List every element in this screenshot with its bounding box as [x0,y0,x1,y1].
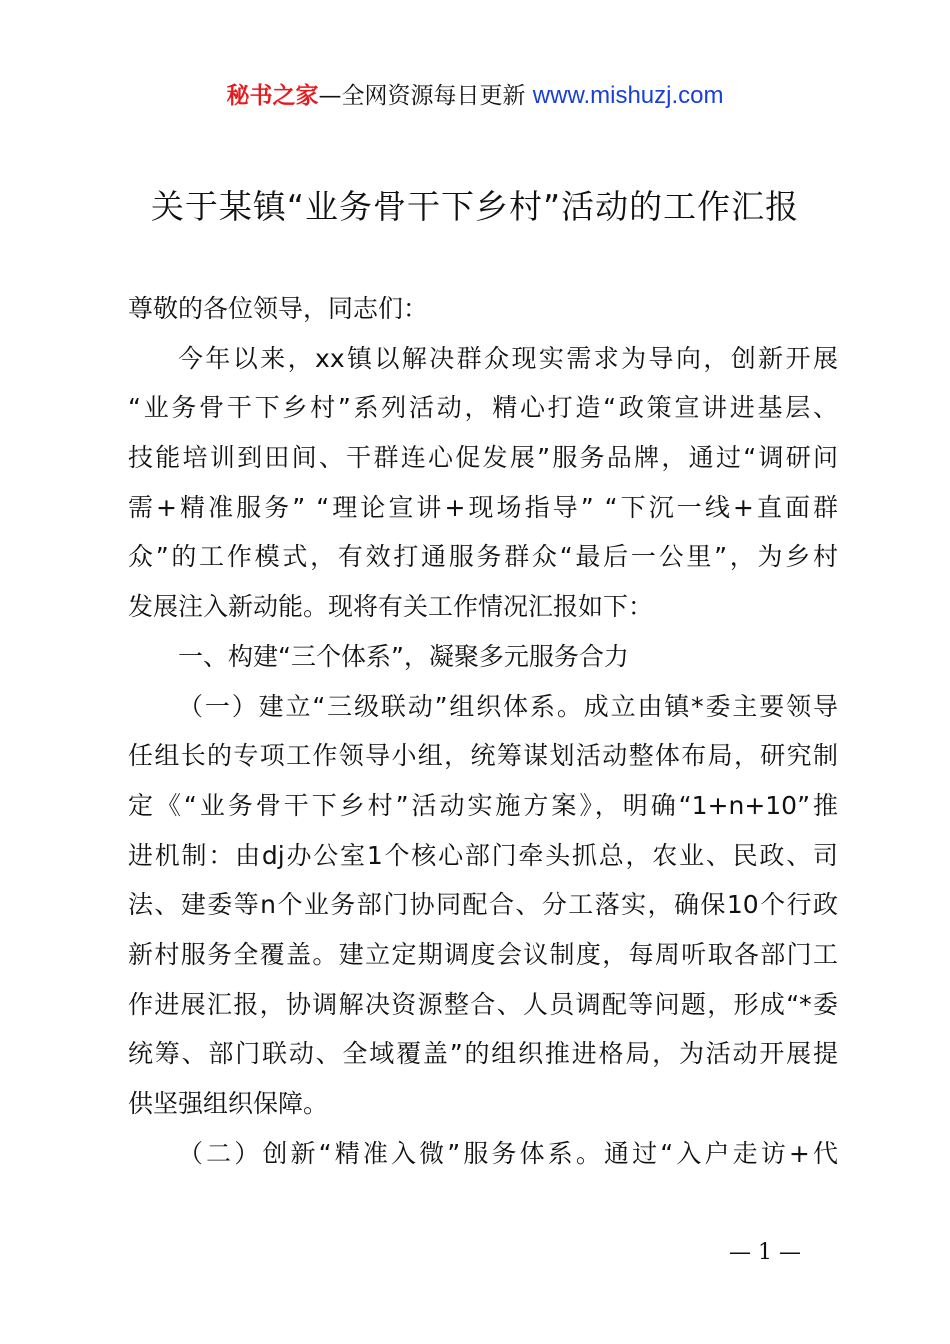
banner-slogan: —全网资源每日更新 [318,83,526,109]
paragraph-line: 技能培训到田间、干群连心促发展”服务品牌，通过“调研问 [128,443,838,473]
section-heading: 一、构建“三个体系”，凝聚多元服务合力 [178,641,629,671]
page-number: — 1 — [729,1240,801,1265]
paragraph-line: 进机制：由dj办公室1个核心部门牵头抓总，农业、民政、司 [128,840,838,870]
paragraph-line: 今年以来，xx镇以解决群众现实需求为导向，创新开展 [178,343,838,373]
paragraph-line: 定《“业务骨干下乡村”活动实施方案》，明确“1+n+10”推 [128,790,838,820]
document-title: 关于某镇“业务骨干下乡村”活动的工作汇报 [150,187,800,226]
site-banner [0,80,950,112]
paragraph-line: 法、建委等n个业务部门协同配合、分工落实，确保10个行政 [128,890,838,920]
document-body [128,284,838,1178]
salutation-line: 尊敬的各位领导，同志们： [128,294,429,323]
paragraph-line: 作进展汇报，协调解决资源整合、人员调配等问题，形成“*委 [128,989,838,1019]
brand-name: 秘书之家 [226,83,319,109]
paragraph-line: “业务骨干下乡村”系列活动，精心打造“政策宣讲进基层、 [128,393,838,423]
paragraph-line: 新村服务全覆盖。建立定期调度会议制度，每周听取各部门工 [128,939,838,969]
paragraph-line: 任组长的专项工作领导小组，统筹谋划活动整体布局，研究制 [128,741,838,771]
paragraph-line: 发展注入新动能。现将有关工作情况汇报如下： [128,592,654,622]
paragraph-line: 统筹、部门联动、全域覆盖”的组织推进格局，为活动开展提 [128,1039,838,1069]
paragraph-line: （一）建立“三级联动”组织体系。成立由镇*委主要领导 [178,691,838,721]
site-url-link[interactable]: www.mishuzj.com [532,82,724,109]
paragraph-line: 需+精准服务” “理论宣讲+现场指导” “下沉一线+直面群 [128,492,838,522]
paragraph-line: 众”的工作模式，有效打通服务群众“最后一公里”，为乡村 [128,542,838,572]
paragraph-line: 供坚强组织保障。 [128,1089,329,1118]
paragraph-line: （二）创新“精准入微”服务体系。通过“入户走访+代 [178,1138,838,1168]
